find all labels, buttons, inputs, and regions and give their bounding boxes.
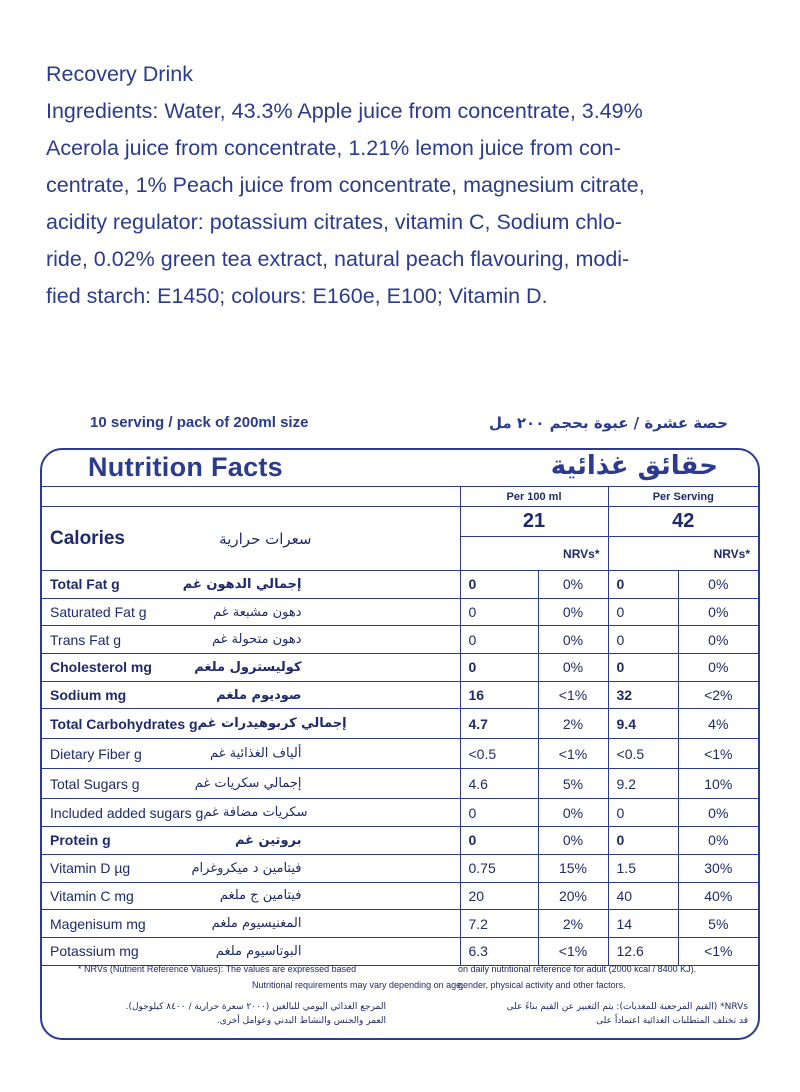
value-per-100ml: 20 <box>460 882 538 910</box>
nutrient-row <box>42 854 758 882</box>
nutrient-name-ar: المغنيسيوم ملغم <box>211 916 302 932</box>
nrv-per-serving: 30% <box>678 854 758 882</box>
nutrient-name-ar: إجمالي الدهون غم <box>182 576 302 592</box>
nrv-per-100ml: 0% <box>538 598 608 626</box>
nutrient-name-en: Cholesterol mg <box>50 659 152 676</box>
value-per-serving: <0.5 <box>608 739 678 769</box>
nutrient-name-ar: ألياف الغذائية غم <box>210 746 302 762</box>
nutrient-name-ar: إجمالي كربوهيدرات غم <box>197 716 347 732</box>
nutrient-name-en: Included added sugars g <box>50 804 204 821</box>
footnote-text: on daily nutritional reference for adult (2000 kcal / 8400 KJ). <box>458 964 697 974</box>
value-per-100ml: <0.5 <box>460 739 538 769</box>
nutrient-name-en: Potassium mg <box>50 943 139 960</box>
product-name: Recovery Drink <box>46 62 193 86</box>
value-per-serving: 0 <box>608 799 678 827</box>
nutrient-row <box>42 769 758 799</box>
nrv-per-serving: 0% <box>678 827 758 855</box>
nrv-per-serving: 10% <box>678 769 758 799</box>
nutrient-row <box>42 709 758 739</box>
nrv-per-100ml: <1% <box>538 681 608 709</box>
value-per-100ml: 0 <box>460 799 538 827</box>
calories-per-100ml: 21 <box>460 507 608 537</box>
value-per-100ml: 0 <box>460 598 538 626</box>
value-per-100ml: 0 <box>460 571 538 599</box>
nutrition-facts-panel <box>40 448 760 1040</box>
value-per-serving: 0 <box>608 827 678 855</box>
nrv-per-serving: 40% <box>678 882 758 910</box>
value-per-serving: 0 <box>608 571 678 599</box>
ingredients-line: centrate, 1% Peach juice from concentrate, magnesium citrate, <box>46 173 645 197</box>
nrv-per-100ml: 15% <box>538 854 608 882</box>
nutrient-name-ar: فيتامين ج ملغم <box>219 888 302 904</box>
nrv-per-serving: 5% <box>678 910 758 938</box>
calories-row <box>42 507 758 537</box>
nrv-per-100ml: 20% <box>538 882 608 910</box>
footnotes <box>42 958 758 1038</box>
calories-per-serving: 42 <box>608 507 758 537</box>
nutrient-row <box>42 681 758 709</box>
nutrition-table <box>42 486 758 966</box>
nutrient-name-ar: بروتين غم <box>234 832 302 848</box>
value-per-100ml: 0 <box>460 654 538 682</box>
nutrient-row <box>42 571 758 599</box>
nutrient-name-ar: دهون متحولة غم <box>211 632 302 648</box>
nutrient-name-ar: كوليسترول ملغم <box>194 659 302 675</box>
value-per-serving: 12.6 <box>608 937 678 965</box>
nutrient-name-ar: البوتاسيوم ملغم <box>215 943 302 959</box>
nrv-per-serving: 0% <box>678 598 758 626</box>
per-serving-header: Per Serving <box>608 487 758 507</box>
ingredients-line: ride, 0.02% green tea extract, natural peach flavouring, modi- <box>46 247 630 271</box>
nutrient-row <box>42 739 758 769</box>
calories-label-ar: سعرات حرارية <box>219 529 312 548</box>
value-per-100ml: 6.3 <box>460 937 538 965</box>
footnote-text: gender, physical activity and other factors. <box>458 980 626 990</box>
value-per-serving: 9.4 <box>608 709 678 739</box>
nrv-per-serving: <1% <box>678 937 758 965</box>
table-header-row <box>42 487 758 507</box>
value-per-serving: 1.5 <box>608 854 678 882</box>
value-per-100ml: 16 <box>460 681 538 709</box>
ingredients-line: fied starch: E1450; colours: E160e, E100; Vitamin D. <box>46 284 548 308</box>
nrv-per-serving: <2% <box>678 681 758 709</box>
nutrient-name-en: Dietary Fiber g <box>50 745 142 762</box>
nutrient-name-ar: سكريات مضافة غم <box>203 805 308 821</box>
ingredients-line: Ingredients: Water, 43.3% Apple juice from concentrate, 3.49% <box>46 99 643 123</box>
value-per-100ml: 0 <box>460 827 538 855</box>
value-per-serving: 40 <box>608 882 678 910</box>
nutrient-name-en: Protein g <box>50 832 111 849</box>
value-per-100ml: 7.2 <box>460 910 538 938</box>
nrv-per-serving: 0% <box>678 799 758 827</box>
ingredients-line: acidity regulator: potassium citrates, vitamin C, Sodium chlo- <box>46 210 622 234</box>
serving-size-ar: حصة عشرة / عبوة بحجم ٢٠٠ مل <box>489 414 728 432</box>
nutrient-row <box>42 799 758 827</box>
value-per-100ml: 0 <box>460 626 538 654</box>
nutrient-name-en: Trans Fat g <box>50 631 122 648</box>
nutrient-name-ar: صوديوم ملغم <box>216 687 302 703</box>
panel-title-ar: حقائق غذائية <box>550 451 718 481</box>
nutrient-name-en: Sodium mg <box>50 687 127 704</box>
value-per-serving: 32 <box>608 681 678 709</box>
nutrient-row <box>42 654 758 682</box>
footnote-text-ar: NRVs* (القيم المرجعية للمغذيات): يتم التعبير عن القيم بناءً على <box>506 1002 748 1012</box>
nrv-per-serving: 4% <box>678 709 758 739</box>
value-per-100ml: 4.7 <box>460 709 538 739</box>
nrv-per-100ml: 0% <box>538 799 608 827</box>
footnote-text: Nutritional requirements may vary depending on age, <box>252 980 464 990</box>
nrv-per-serving: 0% <box>678 654 758 682</box>
ingredients-line: Acerola juice from concentrate, 1.21% lemon juice from con- <box>46 136 621 160</box>
value-per-serving: 14 <box>608 910 678 938</box>
value-per-serving: 0 <box>608 654 678 682</box>
serving-size-en: 10 serving / pack of 200ml size <box>90 414 309 431</box>
nutrient-name-en: Total Sugars g <box>50 775 140 792</box>
nutrient-name-ar: إجمالي سكريات غم <box>194 776 302 792</box>
ingredients-block <box>46 56 726 315</box>
value-per-100ml: 4.6 <box>460 769 538 799</box>
nrv-per-100ml: 5% <box>538 769 608 799</box>
nrv-label-serving: NRVs* <box>608 537 758 571</box>
nrv-per-serving: 0% <box>678 571 758 599</box>
footnote-text-ar: المرجع الغذائي اليومي للبالغين (٢٠٠٠ سعرة حرارية / ٨٤٠٠ كيلوجول). <box>125 1002 386 1012</box>
nutrient-name-en: Saturated Fat g <box>50 604 147 621</box>
nrv-per-100ml: 0% <box>538 654 608 682</box>
nrv-per-serving: 0% <box>678 626 758 654</box>
nutrient-row <box>42 827 758 855</box>
nutrient-name-ar: دهون مشبعة غم <box>213 604 302 620</box>
nrv-label-100ml: NRVs* <box>460 537 608 571</box>
value-per-serving: 9.2 <box>608 769 678 799</box>
nutrient-name-en: Vitamin C mg <box>50 887 134 904</box>
footnote-text: * NRVs (Nutrient Reference Values): The values are expressed based <box>78 964 357 974</box>
nrv-per-100ml: 0% <box>538 827 608 855</box>
nrv-per-100ml: <1% <box>538 739 608 769</box>
panel-title-en: Nutrition Facts <box>88 452 284 482</box>
per-100ml-header: Per 100 ml <box>460 487 608 507</box>
nutrient-row <box>42 626 758 654</box>
value-per-serving: 0 <box>608 598 678 626</box>
nrv-per-100ml: 2% <box>538 709 608 739</box>
footnote-text-ar: قد تختلف المتطلبات الغذائية اعتماداً على <box>596 1016 748 1026</box>
nutrient-name-en: Vitamin D µg <box>50 860 131 877</box>
nutrient-name-ar: فيتامين د ميكروغرام <box>191 860 302 876</box>
nrv-per-100ml: 0% <box>538 626 608 654</box>
nutrient-name-en: Magenisum mg <box>50 915 146 932</box>
footnote-text-ar: العمر والجنس والنشاط البدني وعوامل أخرى. <box>216 1016 386 1026</box>
nrv-per-100ml: 0% <box>538 571 608 599</box>
value-per-serving: 0 <box>608 626 678 654</box>
nutrient-name-en: Total Fat g <box>50 576 120 593</box>
calories-label-en: Calories <box>50 527 125 549</box>
nutrient-row <box>42 598 758 626</box>
nrv-per-serving: <1% <box>678 739 758 769</box>
nrv-per-100ml: <1% <box>538 937 608 965</box>
nutrient-row <box>42 910 758 938</box>
value-per-100ml: 0.75 <box>460 854 538 882</box>
nrv-per-100ml: 2% <box>538 910 608 938</box>
nutrient-row <box>42 882 758 910</box>
nutrient-name-en: Total Carbohydrates g <box>50 715 198 732</box>
